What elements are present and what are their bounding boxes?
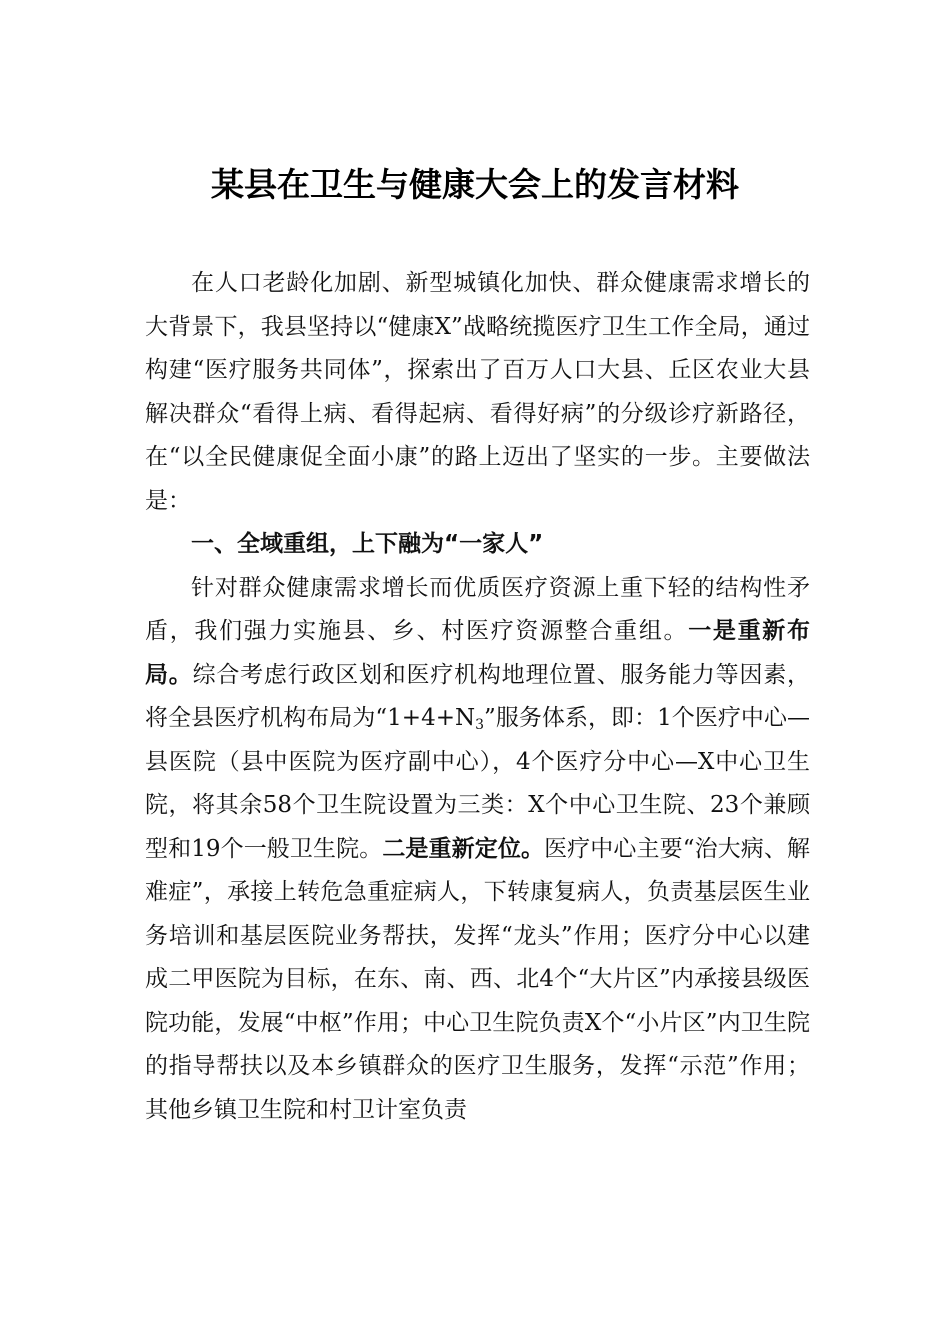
subscript: 3 [475,717,485,733]
section-paragraph [145,567,810,1133]
intro-paragraph: 在人口老龄化加剧、新型城镇化加快、群众健康需求增长的大背景下，我县坚持以“健康X”战略统揽医疗卫生工作全局，通过构建“医疗服务共同体”，探索出了百万人口大县、丘区农业大县解决群众“看得上病、看得起病、看得好病”的分级诊疗新路径，在“以全民健康促全面小康”的路上迈出了坚实的一步。主要做法是： [145,270,810,514]
paragraph-text: 综合考虑行政区划和医疗机构地理位置、服务能力等因素，将全县医疗机构布局为“1+4+N [145,661,811,731]
paragraph-text: 针对群众健康需求增长而优质医疗资源上重下轻的结构性矛盾，我们强力实施县、乡、村医疗资源整合重组。 [145,574,810,644]
bold-lead-first: 一是重新布局。 [145,618,811,688]
paragraph-text: 医疗中心主要“治大病、解难症”，承接上转危急重症病人，下转康复病人，负责基层医生业务培训和基层医院业务帮扶，发挥“龙头”作用；医疗分中心以建成二甲医院为目标，在东、南、西、北4个“大片区”内承接县级医院功能，发展“中枢”作用；中心卫生院负责X个“小片区”内卫生院的指导帮扶以及本乡镇群众的医疗卫生服务，发挥“示范”作用；其他乡镇卫生院和村卫计室负责 [145,835,810,1123]
section-heading: 一、全域重组，上下融为“一家人” [191,531,544,557]
bold-lead-second: 二是重新定位。 [382,835,545,862]
paragraph-text: ”服务体系，即：1个医疗中心—县医院（县中医院为医疗副中心），4个医疗分中心—X中心卫生院，将其余58个卫生院设置为三类：X个中心卫生院、23个兼顾型和19个一般卫生院。 [145,705,810,862]
document-title: 某县在卫生与健康大会上的发言材料 [211,165,739,204]
document-body [145,262,810,1132]
